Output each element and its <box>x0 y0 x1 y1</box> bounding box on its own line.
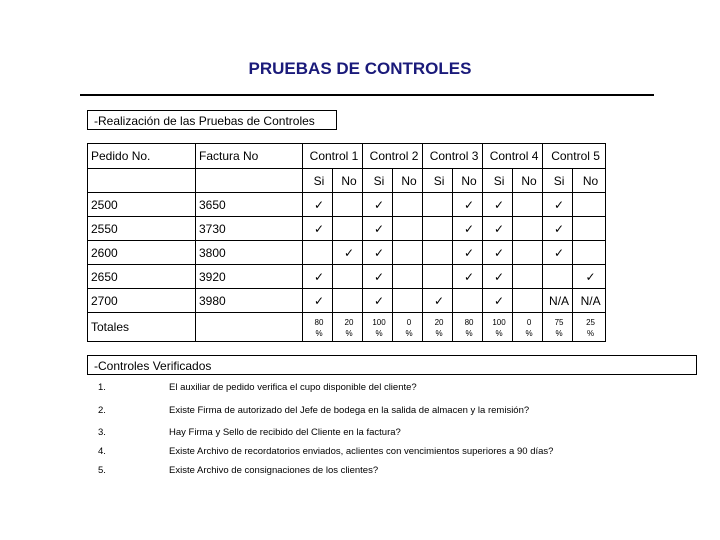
check-icon: ✓ <box>543 193 573 217</box>
header-si: Si <box>303 169 333 193</box>
cell-pedido: 2600 <box>88 241 196 265</box>
cell-pedido: 2700 <box>88 289 196 313</box>
header-blank <box>88 169 196 193</box>
cell-empty <box>513 265 543 289</box>
total-percentage <box>513 313 543 342</box>
page-title: PRUEBAS DE CONTROLES <box>248 59 472 78</box>
header-pedido: Pedido No. <box>88 144 196 169</box>
cell-empty <box>393 265 423 289</box>
cell-factura: 3980 <box>196 289 303 313</box>
list-item-number: 1. <box>98 382 106 393</box>
total-percentage <box>573 313 606 342</box>
total-unit: % <box>555 329 563 338</box>
total-value: 80 <box>314 318 324 327</box>
header-no: No <box>393 169 423 193</box>
total-value: 25 <box>586 318 596 327</box>
check-icon: ✓ <box>453 265 483 289</box>
total-value: 0 <box>526 318 532 327</box>
totals-row <box>88 313 606 342</box>
total-unit: % <box>435 329 443 338</box>
check-icon: ✓ <box>363 265 393 289</box>
total-value: 100 <box>492 318 506 327</box>
list-item-number: 2. <box>98 405 106 416</box>
header-si: Si <box>423 169 453 193</box>
list-item-text: Existe Archivo de recordatorios enviados, aclientes con vencimientos superiores a 90 días? <box>169 446 554 457</box>
check-icon: ✓ <box>363 193 393 217</box>
check-icon: ✓ <box>483 241 513 265</box>
check-icon: ✓ <box>483 217 513 241</box>
totals-label: Totales <box>88 313 196 342</box>
total-unit: % <box>587 329 595 338</box>
cell-empty <box>333 217 363 241</box>
cell-empty <box>333 265 363 289</box>
list-item-text: El auxiliar de pedido verifica el cupo disponible del cliente? <box>169 382 417 393</box>
cell-empty <box>573 217 606 241</box>
list-item-number: 4. <box>98 446 106 457</box>
cell-empty <box>573 193 606 217</box>
check-icon: ✓ <box>333 241 363 265</box>
header-no: No <box>513 169 543 193</box>
title-divider <box>80 94 654 96</box>
totals-blank <box>196 313 303 342</box>
header-control-4: Control 4 <box>483 144 543 169</box>
check-icon: ✓ <box>303 265 333 289</box>
controls-table <box>87 143 606 342</box>
cell-empty <box>513 217 543 241</box>
list-item-text: Existe Archivo de consignaciones de los clientes? <box>169 465 379 476</box>
cell-empty <box>303 241 333 265</box>
total-unit: % <box>405 329 413 338</box>
check-icon: ✓ <box>573 265 606 289</box>
total-value: 0 <box>406 318 412 327</box>
header-si: Si <box>543 169 573 193</box>
cell-empty <box>423 265 453 289</box>
header-no: No <box>333 169 363 193</box>
table-row <box>88 217 606 241</box>
cell-factura: 3800 <box>196 241 303 265</box>
cell-pedido: 2650 <box>88 265 196 289</box>
cell-na: N/A <box>543 289 573 313</box>
header-row-si-no <box>88 169 606 193</box>
check-icon: ✓ <box>363 217 393 241</box>
total-unit: % <box>465 329 473 338</box>
total-value: 20 <box>344 318 354 327</box>
total-value: 80 <box>464 318 474 327</box>
total-unit: % <box>345 329 353 338</box>
cell-empty <box>393 289 423 313</box>
cell-empty <box>513 193 543 217</box>
list-item-number: 5. <box>98 465 106 476</box>
header-no: No <box>453 169 483 193</box>
total-percentage <box>543 313 573 342</box>
header-si: Si <box>363 169 393 193</box>
check-icon: ✓ <box>453 193 483 217</box>
cell-empty <box>393 217 423 241</box>
total-percentage <box>453 313 483 342</box>
cell-factura: 3920 <box>196 265 303 289</box>
cell-empty <box>423 193 453 217</box>
cell-empty <box>423 217 453 241</box>
total-percentage <box>423 313 453 342</box>
total-percentage <box>393 313 423 342</box>
total-percentage <box>333 313 363 342</box>
check-icon: ✓ <box>483 265 513 289</box>
check-icon: ✓ <box>303 217 333 241</box>
total-unit: % <box>375 329 383 338</box>
total-unit: % <box>525 329 533 338</box>
cell-factura: 3730 <box>196 217 303 241</box>
header-control-1: Control 1 <box>303 144 363 169</box>
list-item-text: Existe Firma de autorizado del Jefe de bodega en la salida de almacen y la remisión? <box>169 405 530 416</box>
cell-empty <box>423 241 453 265</box>
check-icon: ✓ <box>453 241 483 265</box>
cell-empty <box>333 193 363 217</box>
total-percentage <box>303 313 333 342</box>
table-row <box>88 265 606 289</box>
total-percentage <box>363 313 393 342</box>
cell-pedido: 2550 <box>88 217 196 241</box>
cell-pedido: 2500 <box>88 193 196 217</box>
header-control-2: Control 2 <box>363 144 423 169</box>
cell-empty <box>393 193 423 217</box>
header-control-5: Control 5 <box>543 144 606 169</box>
total-value: 20 <box>434 318 444 327</box>
cell-empty <box>453 289 483 313</box>
cell-empty <box>573 241 606 265</box>
check-icon: ✓ <box>543 241 573 265</box>
check-icon: ✓ <box>483 193 513 217</box>
cell-factura: 3650 <box>196 193 303 217</box>
cell-na: N/A <box>573 289 606 313</box>
total-value: 100 <box>372 318 386 327</box>
cell-empty <box>513 241 543 265</box>
section-header-verificados: -Controles Verificados <box>87 355 697 375</box>
header-control-3: Control 3 <box>423 144 483 169</box>
check-icon: ✓ <box>483 289 513 313</box>
cell-empty <box>513 289 543 313</box>
check-icon: ✓ <box>363 289 393 313</box>
table-row <box>88 289 606 313</box>
cell-empty <box>393 241 423 265</box>
table-row <box>88 241 606 265</box>
total-unit: % <box>495 329 503 338</box>
list-item-number: 3. <box>98 427 106 438</box>
total-unit: % <box>315 329 323 338</box>
header-si: Si <box>483 169 513 193</box>
section-header-pruebas: -Realización de las Pruebas de Controles <box>87 110 337 130</box>
header-no: No <box>573 169 606 193</box>
total-value: 75 <box>554 318 564 327</box>
header-factura: Factura No <box>196 144 303 169</box>
check-icon: ✓ <box>363 241 393 265</box>
check-icon: ✓ <box>543 217 573 241</box>
total-percentage <box>483 313 513 342</box>
check-icon: ✓ <box>453 217 483 241</box>
cell-empty <box>333 289 363 313</box>
header-row-controls <box>88 144 606 169</box>
table-row <box>88 193 606 217</box>
check-icon: ✓ <box>303 193 333 217</box>
list-item-text: Hay Firma y Sello de recibido del Cliente en la factura? <box>169 427 401 438</box>
check-icon: ✓ <box>423 289 453 313</box>
check-icon: ✓ <box>303 289 333 313</box>
header-blank <box>196 169 303 193</box>
cell-empty <box>543 265 573 289</box>
